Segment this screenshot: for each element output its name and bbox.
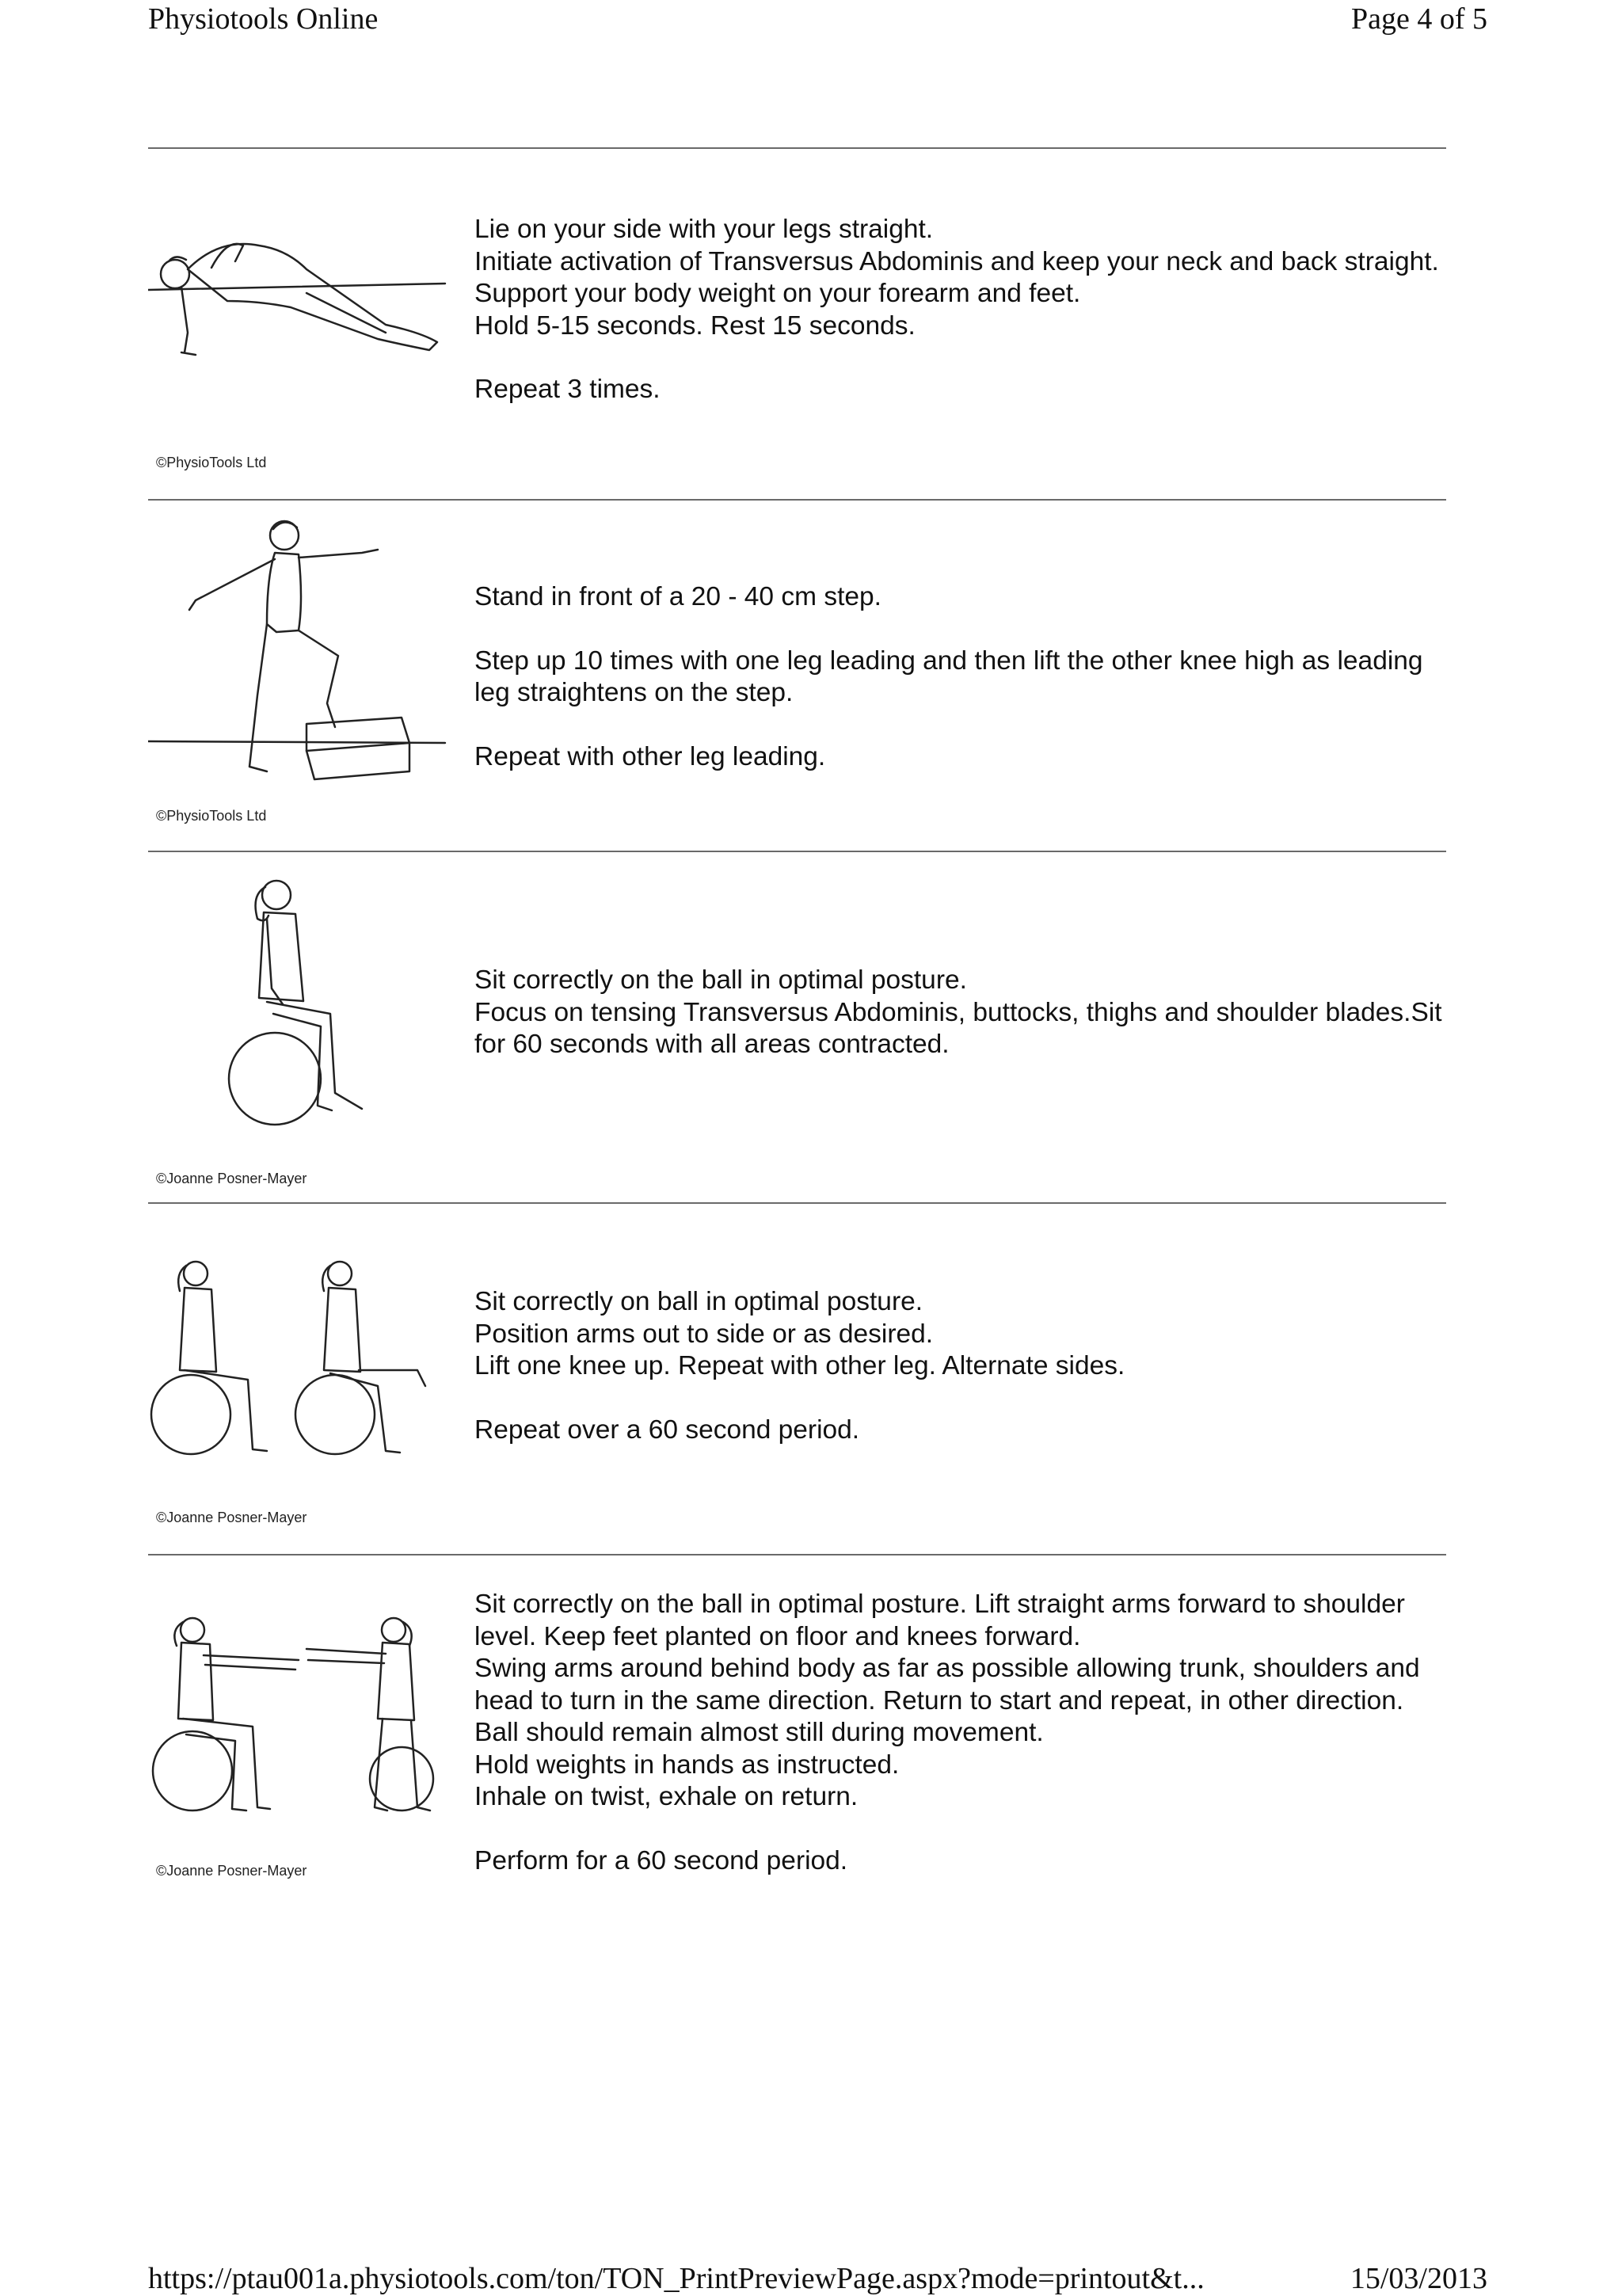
- image-credit: ©PhysioTools Ltd: [156, 455, 267, 470]
- instruction-line: Focus on tensing Transversus Abdominis, buttocks, thighs and shoulder blades.Sit for 60 seconds with all areas contracted.: [474, 997, 1442, 1059]
- image-credit: ©Joanne Posner-Mayer: [156, 1510, 307, 1525]
- step-up-figure: [148, 513, 449, 782]
- instruction-line: Inhale on twist, exhale on return.: [474, 1782, 859, 1811]
- instruction-line: Sit correctly on ball in optimal posture.: [474, 1287, 923, 1316]
- instruction-line: Stand in front of a 20 - 40 cm step.: [474, 582, 881, 611]
- divider: [148, 499, 1446, 501]
- divider: [148, 147, 1446, 149]
- instruction-line: Hold 5-15 seconds. Rest 15 seconds.: [474, 310, 916, 341]
- divider: [148, 1202, 1446, 1204]
- ball-knee-lift-figure: [148, 1251, 449, 1457]
- instruction-line: Hold weights in hands as instructed.: [474, 1750, 900, 1780]
- exercise-instructions: [474, 214, 1449, 406]
- side-plank-figure: [148, 214, 449, 372]
- exercise-item: [148, 214, 1446, 475]
- exercise-item: [148, 871, 1446, 1188]
- image-credit: ©Joanne Posner-Mayer: [156, 1863, 307, 1879]
- instruction-line: Position arms out to side or as desired.: [474, 1319, 934, 1349]
- image-credit: ©Joanne Posner-Mayer: [156, 1171, 307, 1186]
- instruction-line: Perform for a 60 second period.: [474, 1845, 848, 1875]
- instruction-line: Swing arms around behind body as far as possible allowing trunk, shoulders and head to turn in the same direction. Return to start and repeat, in other direction. Ball should remain almost still during movement.: [474, 1654, 1420, 1747]
- exercise-item: [148, 1251, 1446, 1544]
- instruction-line: Repeat with other leg leading.: [474, 741, 826, 771]
- exercise-instructions: [474, 1589, 1449, 1877]
- instruction-line: Sit correctly on the ball in optimal posture. Lift straight arms forward to shoulder level. Keep feet planted on floor and knees forward.: [474, 1590, 1405, 1651]
- instruction-line: Initiate activation of Transversus Abdominis and keep your neck and back straight.: [474, 246, 1439, 276]
- exercise-instructions: [474, 1286, 1449, 1446]
- instruction-line: Sit correctly on the ball in optimal posture.: [474, 965, 967, 995]
- exercise-item: [148, 1584, 1446, 1901]
- instruction-line: Repeat 3 times.: [474, 375, 661, 404]
- footer-date: 15/03/2013: [1350, 2262, 1487, 2295]
- instruction-line: Lie on your side with your legs straight.: [474, 215, 934, 244]
- instruction-line: Support your body weight on your forearm and feet.: [474, 279, 1081, 308]
- divider: [148, 1554, 1446, 1555]
- divider: [148, 851, 1446, 852]
- instruction-line: Lift one knee up. Repeat with other leg. Alternate sides.: [474, 1351, 1125, 1380]
- exercise-item: [148, 513, 1446, 830]
- exercise-instructions: [474, 581, 1449, 773]
- ball-sit-figure: [148, 871, 449, 1140]
- ball-trunk-twist-figure: [148, 1584, 449, 1822]
- instruction-line: Step up 10 times with one leg leading and then lift the other knee high as leading leg straightens on the step.: [474, 645, 1423, 707]
- image-credit: ©PhysioTools Ltd: [156, 808, 267, 824]
- exercise-instructions: [474, 965, 1449, 1061]
- header-title: Physiotools Online: [148, 2, 379, 36]
- page-number: Page 4 of 5: [1350, 2, 1487, 36]
- footer-url: https://ptau001a.physiotools.com/ton/TON_PrintPreviewPage.aspx?mode=printout&t...: [148, 2262, 1205, 2295]
- instruction-line: Repeat over a 60 second period.: [474, 1415, 860, 1445]
